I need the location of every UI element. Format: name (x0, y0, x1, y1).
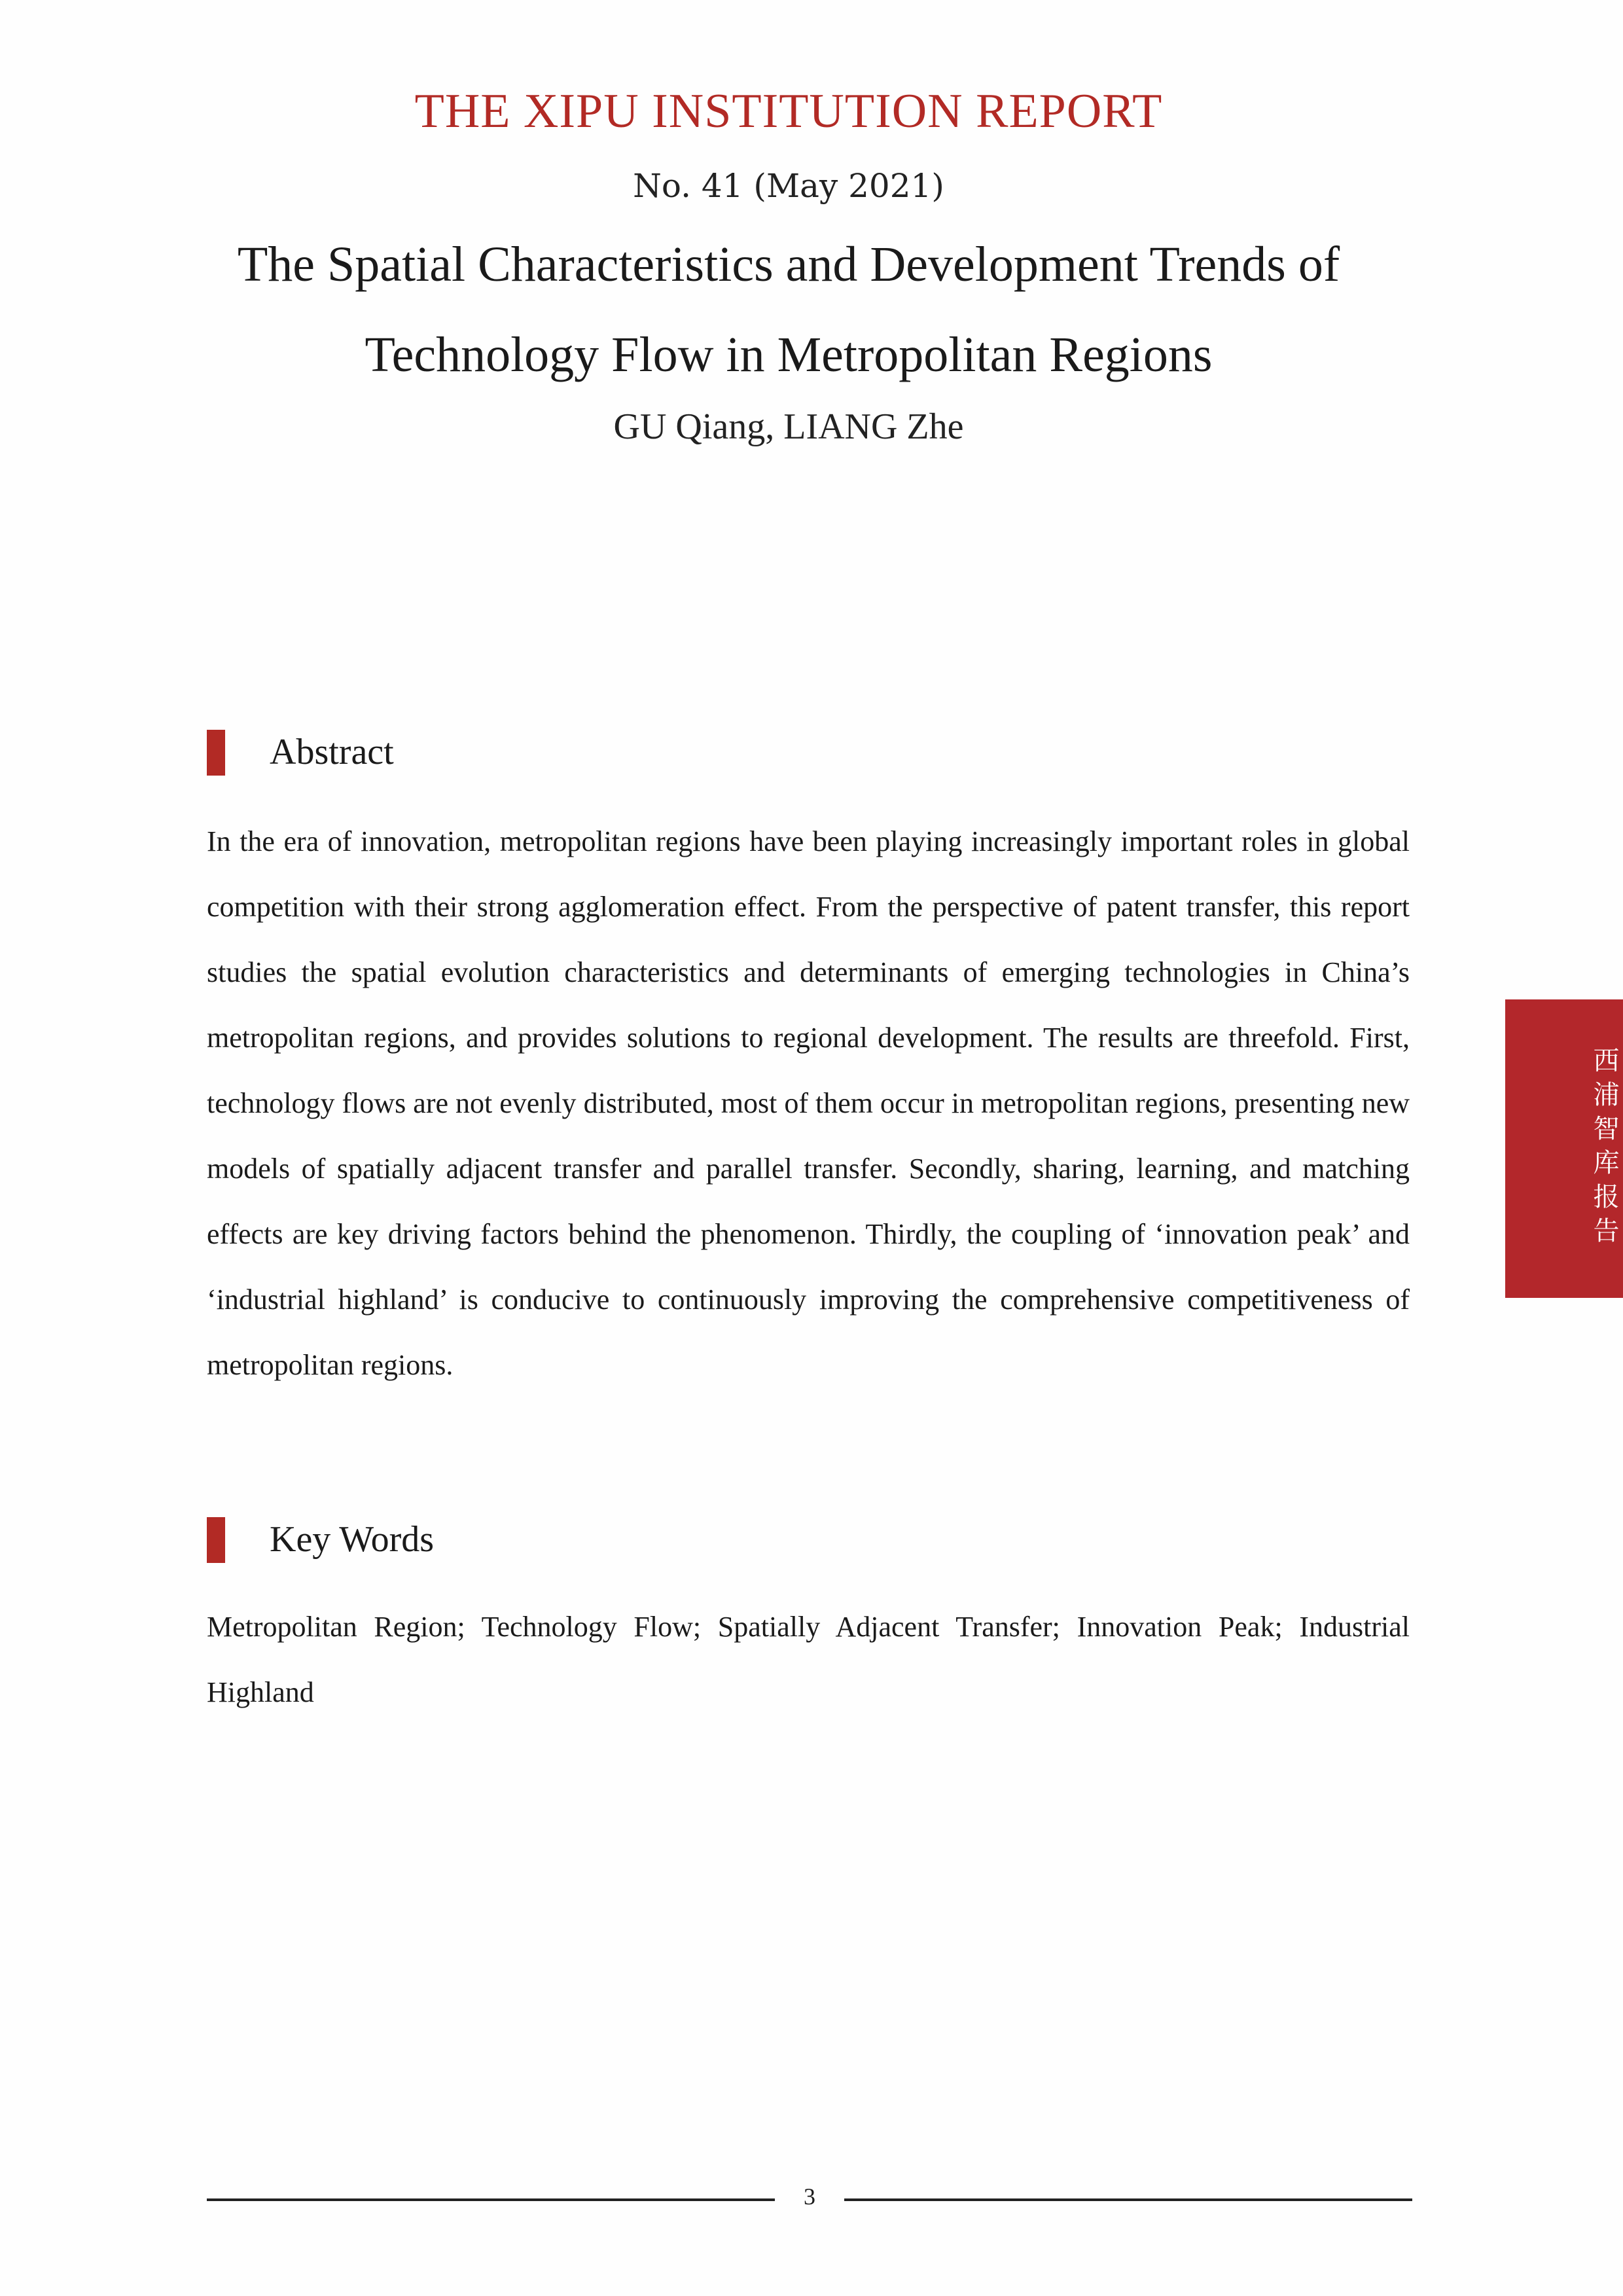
abstract-text: In the era of innovation, metropolitan regions have been playing increasingly important roles in global competition with their strong agglomeration effect. From the perspective of patent transfer, this report studies the spatial evolution characteristics and determinants of emerging technologies in China’s metropolitan regions, and provides solutions to regional development. The results are threefold. First, technology flows are not evenly distributed, most of them occur in metropolitan regions, presenting new models of spatially adjacent transfer and parallel transfer. Secondly, sharing, learning, and matching effects are key driving factors behind the phenomenon. Thirdly, the coupling of ‘innovation peak’ and ‘industrial highland’ is conducive to continuously improving the comprehensive competitiveness of metropolitan regions. (207, 825, 1410, 1381)
section-marker-bar (207, 730, 225, 776)
keywords-text: Metropolitan Region; Technology Flow; Spatially Adjacent Transfer; Innovation Peak; Industrial Highland (207, 1611, 1410, 1708)
footer-rule-right (844, 2198, 1412, 2201)
report-title-line-1: The Spatial Characteristics and Development Trends of (237, 237, 1340, 292)
report-series-title: THE XIPU INSTITUTION REPORT (414, 84, 1163, 138)
report-title (216, 219, 1361, 400)
authors: GU Qiang, LIANG Zhe (613, 406, 964, 447)
report-title-line-2: Technology Flow in Metropolitan Regions (365, 327, 1213, 382)
abstract-heading-label: Abstract (270, 732, 394, 772)
footer-rule-left (207, 2198, 775, 2201)
keywords-heading-label: Key Words (270, 1519, 435, 1560)
page-number: 3 (804, 2183, 815, 2210)
side-tab-label: 西浦智库报告 (1589, 1047, 1619, 1251)
section-marker-bar (207, 1517, 225, 1563)
side-tab (1505, 999, 1623, 1298)
issue-number: No. 41 (May 2021) (633, 167, 944, 205)
